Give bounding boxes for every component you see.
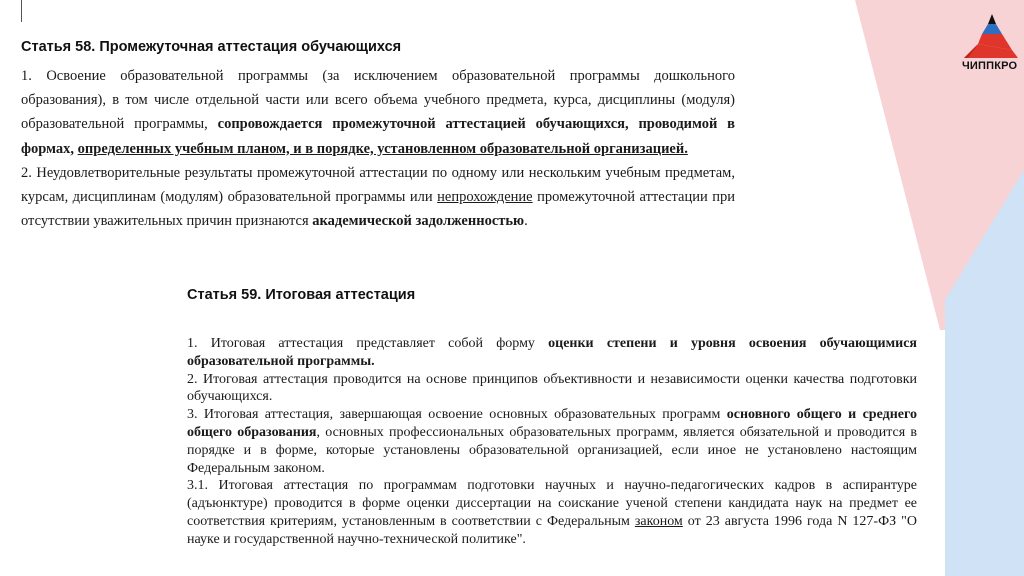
article-59-title: Статья 59. Итоговая аттестация <box>187 287 416 303</box>
article-58-title: Статья 58. Промежуточная аттестация обучающихся <box>21 39 402 55</box>
slide-divider <box>21 0 22 22</box>
article-58-paragraph-1: 1. Освоение образовательной программы (за исключением образовательной программы дошкольного образования), в том числе отдельной части или всего объема учебного предмета, курса, дисциплины (модуля) образовательной программы, сопровождается промежуточной аттестацией обучающихся, проводимой в формах, определенных учебным планом, и в порядке, установленном образовательной организацией. <box>21 68 735 157</box>
article-59-paragraph-3: 3. Итоговая аттестация, завершающая освоение основных образовательных программ основного общего и среднего общего образования, основных профессиональных образовательных программ, является обязательной и проводится в порядке и в форме, которые установлены образовательной организацией, если иное не установлено настоящим Федеральным законом. <box>187 407 917 476</box>
law-link[interactable]: законом <box>634 513 683 529</box>
article-58-body <box>21 64 735 233</box>
article-59-paragraph-1: 1. Итоговая аттестация представляет собой форму оценки степени и уровня освоения обучающимися образовательной программы. <box>187 336 918 369</box>
article-59-paragraph-2: 2. Итоговая аттестация проводится на основе принципов объективности и независимости оценки качества подготовки обучающихся. <box>187 371 917 405</box>
article-59-body <box>187 335 917 549</box>
article-58-paragraph-2: 2. Неудовлетворительные результаты промежуточной аттестации по одному или нескольким учебным предметам, курсам, дисциплинам (модулям) образовательной программы или непрохождение промежуточной аттестации при отсутствии уважительных причин признаются академической задолженностью. <box>21 164 735 230</box>
article-59-paragraph-3-1: 3.1. Итоговая аттестация по программам подготовки научных и научно-педагогических кадров в аспирантуре (адъюнктуре) проводится в форме оценки диссертации на соискание ученой степени кандидата наук на предмет ее соответствия критериям, установленным в соответствии с Федеральным законом от 23 августа 1996 года N 127-ФЗ "О науке и государственной научно-технической политике". <box>187 478 917 547</box>
logo-text: ЧИППКРО <box>962 60 1018 72</box>
